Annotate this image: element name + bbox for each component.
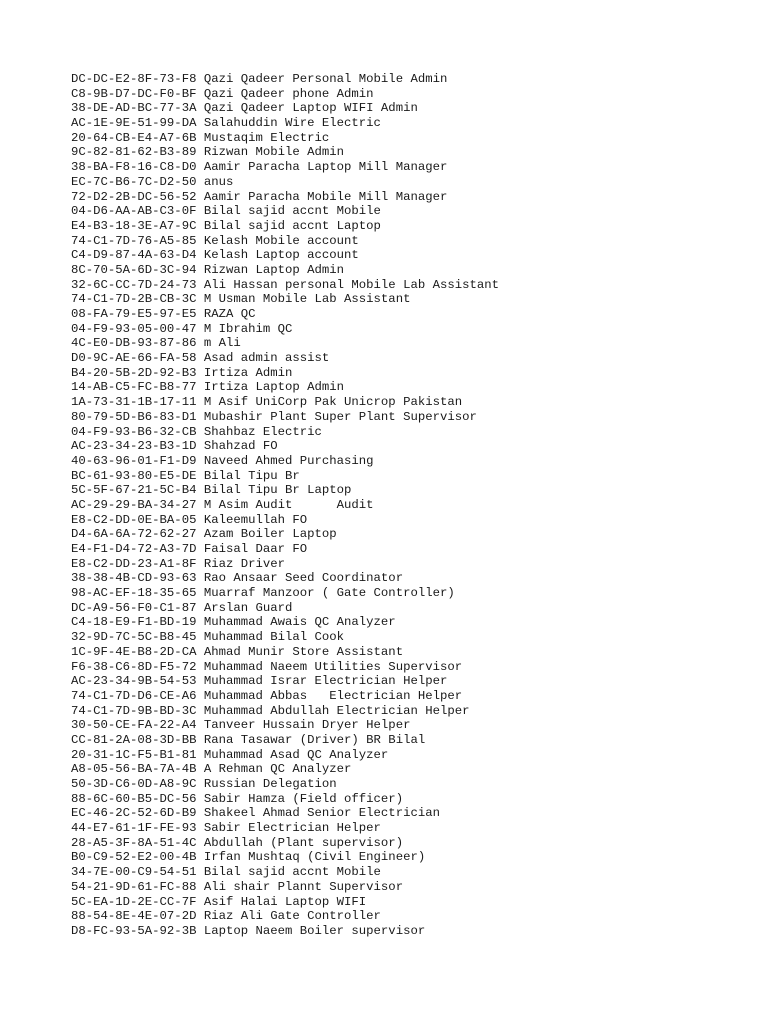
mac-address-entry: 38-DE-AD-BC-77-3A Qazi Qadeer Laptop WIFI Admin bbox=[71, 101, 418, 116]
mac-address-entry: 74-C1-7D-2B-CB-3C M Usman Mobile Lab Assistant bbox=[71, 292, 411, 307]
mac-address-entry: 54-21-9D-61-FC-88 Ali shair Plannt Supervisor bbox=[71, 879, 404, 894]
mac-address-list bbox=[71, 72, 499, 939]
mac-address-entry: 74-C1-7D-D6-CE-A6 Muhammad Abbas Electrician Helper bbox=[71, 688, 463, 703]
mac-address-entry: F6-38-C6-8D-F5-72 Muhammad Naeem Utilities Supervisor bbox=[71, 659, 463, 674]
mac-address-entry: 04-D6-AA-AB-C3-0F Bilal sajid accnt Mobile bbox=[71, 204, 381, 219]
mac-address-entry: B4-20-5B-2D-92-B3 Irtiza Admin bbox=[71, 365, 293, 380]
mac-address-entry: C4-D9-87-4A-63-D4 Kelash Laptop account bbox=[71, 248, 359, 263]
mac-address-entry: 04-F9-93-B6-32-CB Shahbaz Electric bbox=[71, 424, 322, 439]
mac-address-entry: 1C-9F-4E-B8-2D-CA Ahmad Munir Store Assistant bbox=[71, 644, 404, 659]
mac-address-entry: 28-A5-3F-8A-51-4C Abdullah (Plant supervisor) bbox=[71, 835, 404, 850]
mac-address-entry: 40-63-96-01-F1-D9 Naveed Ahmed Purchasing bbox=[71, 453, 374, 468]
mac-address-entry: EC-7C-B6-7C-D2-50 anus bbox=[71, 174, 234, 189]
mac-address-entry: A8-05-56-BA-7A-4B A Rehman QC Analyzer bbox=[71, 762, 352, 777]
mac-address-entry: 9C-82-81-62-B3-89 Rizwan Mobile Admin bbox=[71, 145, 345, 160]
mac-address-entry: 38-38-4B-CD-93-63 Rao Ansaar Seed Coordinator bbox=[71, 571, 404, 586]
mac-address-entry: B0-C9-52-E2-00-4B Irfan Mushtaq (Civil Engineer) bbox=[71, 850, 426, 865]
mac-address-entry: 88-54-8E-4E-07-2D Riaz Ali Gate Controller bbox=[71, 909, 381, 924]
mac-address-entry: AC-23-34-9B-54-53 Muhammad Israr Electrician Helper bbox=[71, 674, 448, 689]
mac-address-entry: E4-F1-D4-72-A3-7D Faisal Daar FO bbox=[71, 542, 308, 556]
mac-address-entry: 74-C1-7D-76-A5-85 Kelash Mobile account bbox=[71, 233, 359, 248]
mac-address-entry: D0-9C-AE-66-FA-58 Asad admin assist bbox=[71, 351, 330, 366]
mac-address-entry: 32-6C-CC-7D-24-73 Ali Hassan personal Mobile Lab Assistant bbox=[71, 277, 500, 292]
mac-address-entry: 30-50-CE-FA-22-A4 Tanveer Hussain Dryer Helper bbox=[71, 718, 411, 733]
mac-address-entry: DC-A9-56-F0-C1-87 Arslan Guard bbox=[71, 600, 293, 615]
mac-address-entry: E8-C2-DD-0E-BA-05 Kaleemullah FO bbox=[71, 512, 308, 527]
mac-address-entry: 8C-70-5A-6D-3C-94 Rizwan Laptop Admin bbox=[71, 262, 345, 277]
mac-address-entry: C4-18-E9-F1-BD-19 Muhammad Awais QC Analyzer bbox=[71, 615, 396, 630]
mac-address-entry: 32-9D-7C-5C-B8-45 Muhammad Bilal Cook bbox=[71, 630, 345, 645]
mac-address-entry: 4C-E0-DB-93-87-86 m Ali bbox=[71, 336, 241, 351]
mac-address-entry: 98-AC-EF-18-35-65 Muarraf Manzoor ( Gate Controller) bbox=[71, 586, 455, 601]
mac-address-entry: 20-31-1C-F5-B1-81 Muhammad Asad QC Analyzer bbox=[71, 747, 389, 762]
mac-address-entry: E8-C2-DD-23-A1-8F Riaz Driver bbox=[71, 556, 286, 571]
mac-address-entry: 04-F9-93-05-00-47 M Ibrahim QC bbox=[71, 321, 293, 336]
mac-address-entry: 1A-73-31-1B-17-11 M Asif UniCorp Pak Unicrop Pakistan bbox=[71, 395, 463, 410]
mac-address-entry: BC-61-93-80-E5-DE Bilal Tipu Br bbox=[71, 468, 300, 483]
mac-address-entry: 72-D2-2B-DC-56-52 Aamir Paracha Mobile Mill Manager bbox=[71, 189, 448, 204]
mac-address-entry: AC-1E-9E-51-99-DA Salahuddin Wire Electric bbox=[71, 116, 381, 131]
mac-address-entry: 88-6C-60-B5-DC-56 Sabir Hamza (Field officer) bbox=[71, 791, 404, 806]
mac-address-entry: D8-FC-93-5A-92-3B Laptop Naeem Boiler supervisor bbox=[71, 923, 426, 938]
mac-address-entry: 34-7E-00-C9-54-51 Bilal sajid accnt Mobile bbox=[71, 865, 381, 880]
mac-address-entry: DC-DC-E2-8F-73-F8 Qazi Qadeer Personal Mobile Admin bbox=[71, 72, 448, 86]
mac-address-entry: 14-AB-C5-FC-B8-77 Irtiza Laptop Admin bbox=[71, 380, 345, 395]
mac-address-entry: C8-9B-D7-DC-F0-BF Qazi Qadeer phone Admin bbox=[71, 86, 374, 101]
mac-address-entry: AC-23-34-23-B3-1D Shahzad FO bbox=[71, 439, 278, 454]
mac-address-entry: 20-64-CB-E4-A7-6B Mustaqim Electric bbox=[71, 130, 330, 145]
mac-address-entry: 08-FA-79-E5-97-E5 RAZA QC bbox=[71, 307, 256, 321]
mac-address-entry: AC-29-29-BA-34-27 M Asim Audit Audit bbox=[71, 497, 374, 512]
mac-address-entry: 5C-EA-1D-2E-CC-7F Asif Halai Laptop WIFI bbox=[71, 894, 367, 909]
mac-address-entry: CC-81-2A-08-3D-BB Rana Tasawar (Driver) BR Bilal bbox=[71, 732, 426, 747]
mac-address-entry: 74-C1-7D-9B-BD-3C Muhammad Abdullah Electrician Helper bbox=[71, 703, 470, 718]
mac-address-entry: D4-6A-6A-72-62-27 Azam Boiler Laptop bbox=[71, 527, 337, 542]
mac-address-entry: 80-79-5D-B6-83-D1 Mubashir Plant Super Plant Supervisor bbox=[71, 409, 477, 424]
mac-address-entry: 5C-5F-67-21-5C-B4 Bilal Tipu Br Laptop bbox=[71, 483, 352, 498]
mac-address-entry: 44-E7-61-1F-FE-93 Sabir Electrician Helper bbox=[71, 821, 381, 836]
mac-address-entry: 50-3D-C6-0D-A8-9C Russian Delegation bbox=[71, 777, 337, 791]
mac-address-entry: EC-46-2C-52-6D-B9 Shakeel Ahmad Senior Electrician bbox=[71, 806, 440, 821]
mac-address-entry: 38-BA-F8-16-C8-D0 Aamir Paracha Laptop Mill Manager bbox=[71, 160, 448, 175]
mac-address-entry: E4-B3-18-3E-A7-9C Bilal sajid accnt Laptop bbox=[71, 218, 381, 233]
